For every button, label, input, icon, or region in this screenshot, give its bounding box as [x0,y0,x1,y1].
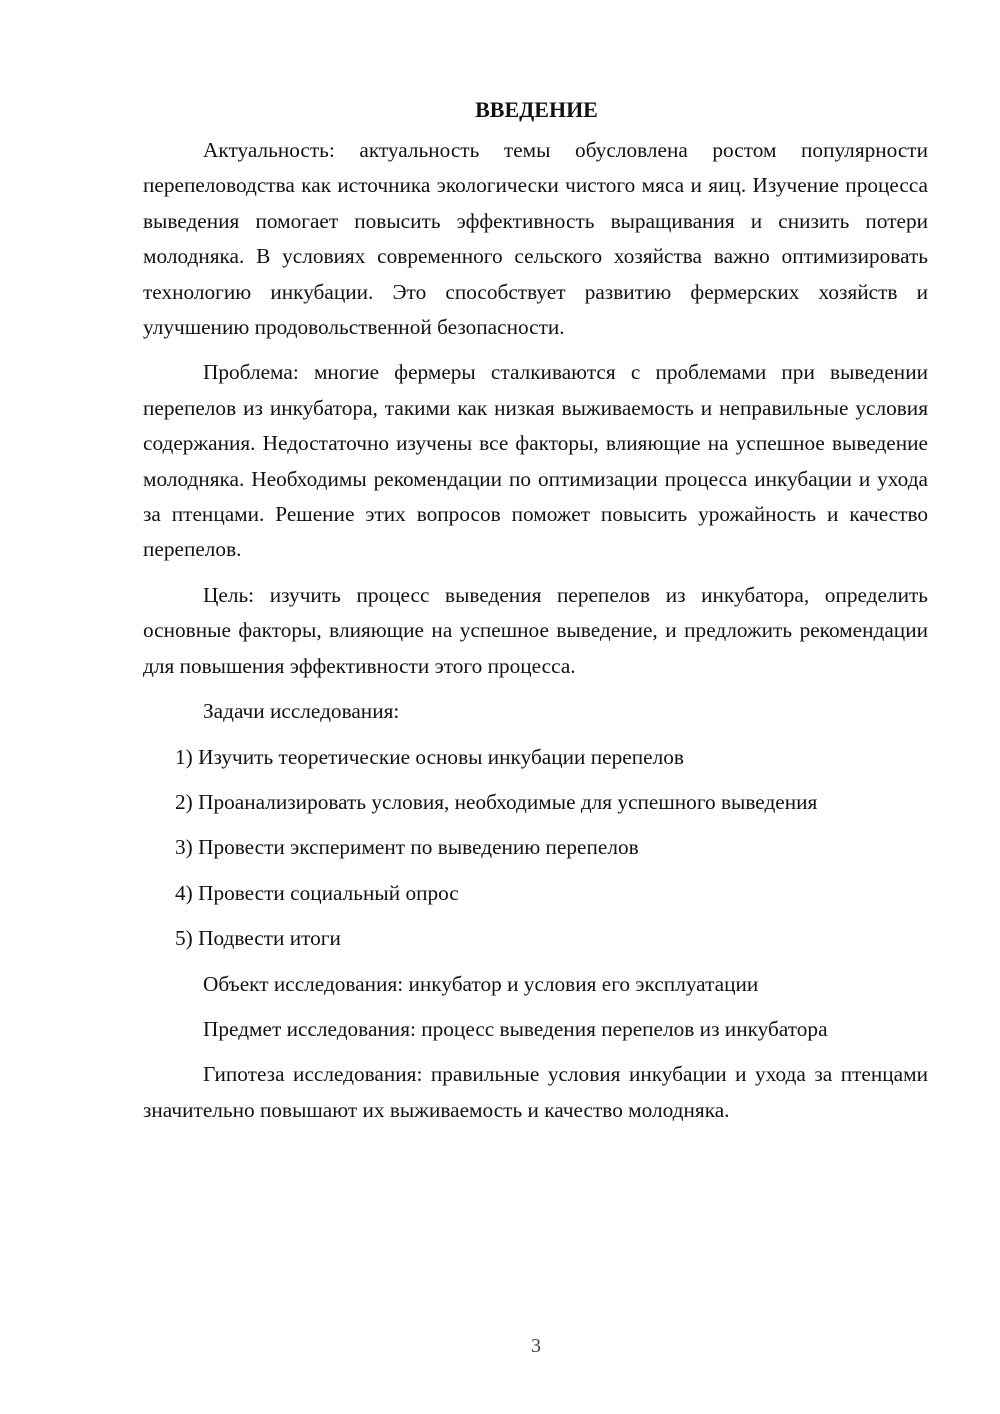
task-item-2: 2) Проанализировать условия, необходимые для успешного выведения [175,789,818,814]
task-item-1: 1) Изучить теоретические основы инкубации перепелов [175,744,684,769]
research-subject: Предмет исследования: процесс выведения перепелов из инкубатора [203,1016,828,1041]
paragraph-problem: Проблема: многие фермеры сталкиваются с проблемами при выведении перепелов из инкубатора, такими как низкая выживаемость и неправильные условия содержания. Недостаточно изучены все факторы, влияющие на успешное выведение молодняка. Необходимы рекомендации по оптимизации процесса инкубации и ухода за птенцами. Решение этих вопросов поможет повысить урожайность и качество перепелов. [143,360,928,562]
task-item-4: 4) Провести социальный опрос [175,880,459,905]
task-item-5: 5) Подвести итоги [175,926,341,951]
page-title: ВВЕДЕНИЕ [475,97,598,122]
tasks-heading: Задачи исследования: [203,699,400,724]
page-number: 3 [531,1335,541,1357]
document-page [143,92,928,1138]
paragraph-hypothesis: Гипотеза исследования: правильные условия инкубации и ухода за птенцами значительно повышают их выживаемость и качество молодняка. [143,1062,928,1122]
research-object: Объект исследования: инкубатор и условия его эксплуатации [203,971,759,996]
task-item-3: 3) Провести эксперимент по выведению перепелов [175,835,639,860]
paragraph-goal: Цель: изучить процесс выведения перепелов из инкубатора, определить основные факторы, влияющие на успешное выведение, и предложить рекомендации для повышения эффективности этого процесса. [143,582,928,678]
paragraph-relevance: Актуальность: актуальность темы обусловлена ростом популярности перепеловодства как источника экологически чистого мяса и яиц. Изучение процесса выведения помогает повысить эффективность выращивания и снизить потери молодняка. В условиях современного сельского хозяйства важно оптимизировать технологию инкубации. Это способствует развитию фермерских хозяйств и улучшению продовольственной безопасности. [143,138,928,340]
